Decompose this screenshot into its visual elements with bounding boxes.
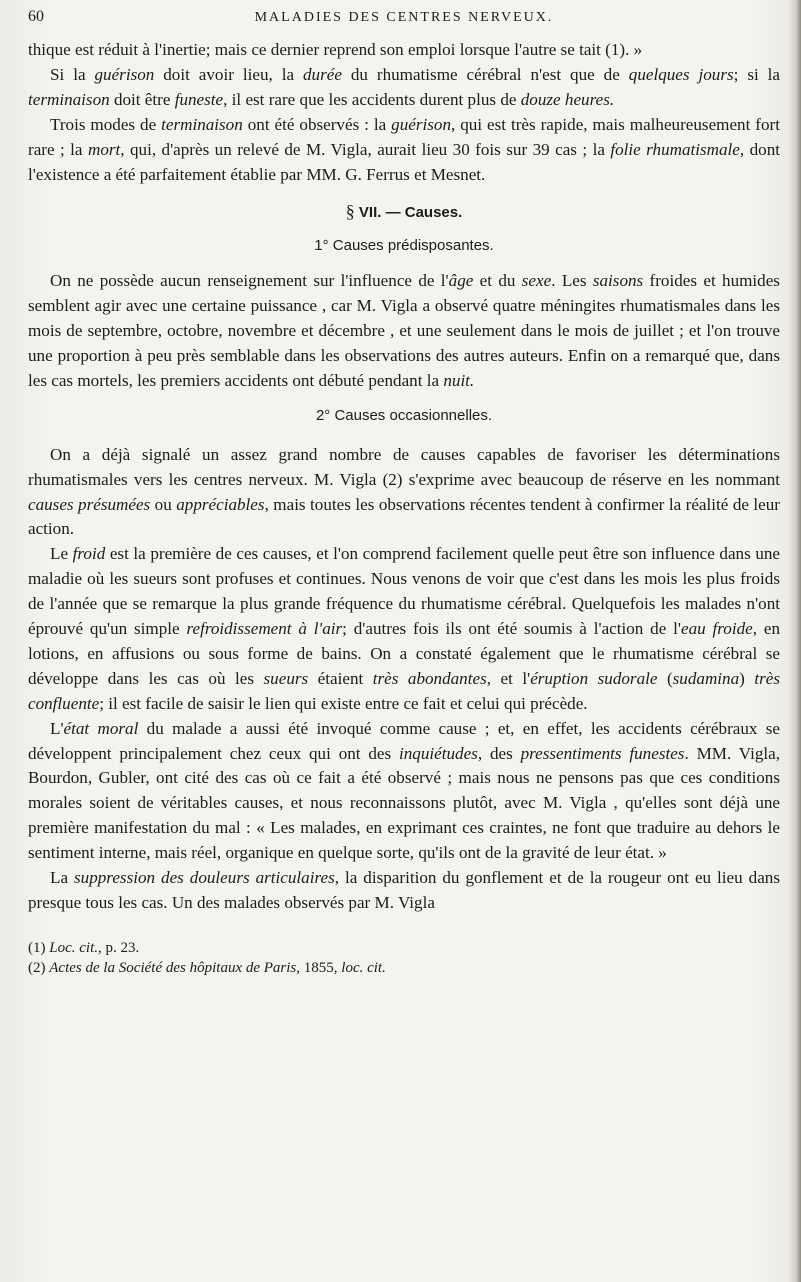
paragraph xyxy=(28,443,780,543)
page-header xyxy=(28,2,780,32)
paragraph xyxy=(28,866,780,916)
text-run: Trois modes de xyxy=(50,114,162,134)
text-run: Le xyxy=(50,544,73,564)
text-run: étaient xyxy=(308,668,373,688)
footnote-mark: (2) xyxy=(28,959,46,976)
italic-term: très abondantes xyxy=(372,668,487,688)
italic-term: inquiétudes xyxy=(399,743,478,763)
footnote-text: , p. 23. xyxy=(98,939,140,956)
section-title: — Causes. xyxy=(385,204,463,222)
text-run: est la première de ces causes, et l'on comprend facilement quelle peut être son influence dans une maladie où les sueurs sont profuses et continues. Nous venons de voir que c'est dans les mois les plus froids de l'année que se remarque la plus grande fréquence du rhumatisme cérébral. Quelquefois les malades n'ont éprouvé qu'un simple xyxy=(28,544,780,639)
text-run: thique est réduit à l'inertie; mais ce dernier reprend son emploi lorsque l'autre se tait (1). » xyxy=(28,40,643,59)
italic-term: guérison xyxy=(391,114,451,134)
text-run: , qui est très rapide, mais malheureusement fort rare ; la xyxy=(28,114,780,159)
text-run: ; d'autres fois ils ont été soumis à l'action de l' xyxy=(342,619,681,639)
italic-term: refroidissement à l'air xyxy=(186,619,343,639)
text-run: . MM. Vigla, Bourdon, Gubler, ont cité des cas où ce fait a été observé ; mais nous ne pensons pas que ces conditions morales soient de véritables causes, et nous reconnaissons plutôt, avec M. Vigla , qu'elles sont déjà une première manifestation du mal : « Les malades, en exprimant ces craintes, ne font que traduire au dehors le sentiment interne, mais réel, organique en quelque sorte, qu'ils ont de la gravité de leur état. » xyxy=(28,743,781,863)
text-run: , qui, d'après un relevé de M. Vigla, aurait lieu 30 fois sur 39 cas ; la xyxy=(120,139,611,159)
italic-term: nuit. xyxy=(443,370,475,390)
italic-term: funeste xyxy=(174,89,224,109)
italic-term: terminaison xyxy=(161,114,243,134)
text-run: , et l' xyxy=(486,668,531,688)
italic-term: âge xyxy=(448,271,474,291)
italic-term: folie rhumatismale xyxy=(610,139,740,159)
footnote-source: Actes de la Société des hôpitaux de Paris xyxy=(49,959,297,976)
footnote xyxy=(28,938,780,958)
text-run: , dont l'existence a été parfaitement établie par MM. G. Ferrus et Mesnet. xyxy=(28,139,780,184)
text-run: , des xyxy=(477,743,521,763)
paragraph xyxy=(28,38,780,63)
italic-term: éruption sudorale xyxy=(530,668,658,688)
italic-term: quelques jours xyxy=(628,64,734,84)
italic-term: état moral xyxy=(63,718,139,738)
paragraph xyxy=(28,63,780,113)
italic-term: terminaison xyxy=(28,89,110,109)
page-edge-shadow xyxy=(789,0,801,1282)
text-run: ( xyxy=(657,668,673,688)
text-run: froides et humides semblent agir avec une certaine puissance , car M. Vigla a observé quatre méningites rhumatismales dans les mois de septembre, octobre, novembre et décembre , et une seulement dans le mois de juillet ; et l'on trouve une proportion à peu près semblable dans les observations des autres auteurs. Enfin on a remarqué que, dans les cas mortels, les premiers accidents ont débuté pendant la xyxy=(28,271,780,390)
paragraph xyxy=(28,717,780,866)
italic-term: suppression des douleurs articulaires xyxy=(74,868,335,888)
italic-term: appréciables xyxy=(176,494,265,514)
text-run: et du xyxy=(473,271,522,291)
text-run: ) xyxy=(739,668,755,688)
italic-term: eau froide xyxy=(681,619,753,639)
italic-term: pressentiments funestes xyxy=(520,743,685,763)
italic-term: douze heures. xyxy=(520,89,615,109)
text-run: La xyxy=(50,868,75,888)
paragraph xyxy=(28,269,780,394)
text-run: , la disparition du gonflement et de la rougeur ont eu lieu dans presque tous les cas. Un des malades observés par M. Vigla xyxy=(28,868,780,912)
footnote-source: loc. cit. xyxy=(341,959,386,976)
text-run: doit être xyxy=(109,89,175,109)
text-run: ; si la xyxy=(733,64,780,84)
italic-term: durée xyxy=(302,64,342,84)
text-run: Si la xyxy=(50,64,95,84)
page-body xyxy=(28,38,780,978)
footnote xyxy=(28,958,780,978)
text-run: On ne possède aucun renseignement sur l'influence de l' xyxy=(50,271,449,291)
footnote-source: Loc. cit. xyxy=(49,939,98,956)
text-run: On a déjà signalé un assez grand nombre de causes capables de favoriser les déterminations rhumatismales vers les centres nerveux. M. Vigla (2) s'exprime avec beaucoup de réserve en les nommant xyxy=(28,444,780,489)
text-run: . Les xyxy=(551,271,593,291)
section-heading xyxy=(28,199,780,226)
text-run: ont été observés : la xyxy=(242,114,392,134)
italic-term: causes présumées xyxy=(28,494,151,514)
text-run: ou xyxy=(150,494,177,514)
italic-term: sueurs xyxy=(263,668,309,688)
italic-term: guérison xyxy=(94,64,155,84)
text-run: du malade a aussi été invoqué comme cause ; et, en effet, les accidents cérébraux se développent principalement chez ceux qui ont des xyxy=(28,718,781,763)
paragraph xyxy=(28,542,780,716)
text-run: du rhumatisme cérébral n'est que de xyxy=(341,64,629,84)
italic-term: sexe xyxy=(521,271,552,291)
text-run: L' xyxy=(50,718,64,738)
subsection-heading: 1° Causes prédisposantes. xyxy=(314,237,494,255)
running-title: MALADIES DES CENTRES NERVEUX. xyxy=(254,10,554,25)
text-run: , mais toutes les observations récentes tendent à confirmer la réalité de leur action. xyxy=(28,494,781,539)
page-number: 60 xyxy=(28,8,44,25)
section-number: VII. xyxy=(358,204,382,222)
paragraph xyxy=(28,113,780,188)
text-run: , il est rare que les accidents durent plus de xyxy=(223,89,521,109)
footnotes xyxy=(28,938,780,978)
footnote-text: , 1855, xyxy=(296,959,342,976)
italic-term: saisons xyxy=(592,271,644,291)
subsection-heading: 2° Causes occasionnelles. xyxy=(315,406,493,424)
footnote-mark: (1) xyxy=(28,939,46,956)
text-run: doit avoir lieu, la xyxy=(154,64,303,84)
italic-term: mort xyxy=(87,139,121,159)
italic-term: très confluente xyxy=(28,668,780,713)
section-symbol: § xyxy=(345,201,355,222)
text-run: , en lotions, en affusions ou sous forme de bains. On a constaté également que le rhumatisme cérébral se développe dans les cas où les xyxy=(28,619,780,688)
text-run: ; il est facile de saisir le lien qui existe entre ce fait et celui qui précède. xyxy=(99,693,588,713)
italic-term: sudamina xyxy=(672,668,740,688)
italic-term: froid xyxy=(72,544,106,564)
